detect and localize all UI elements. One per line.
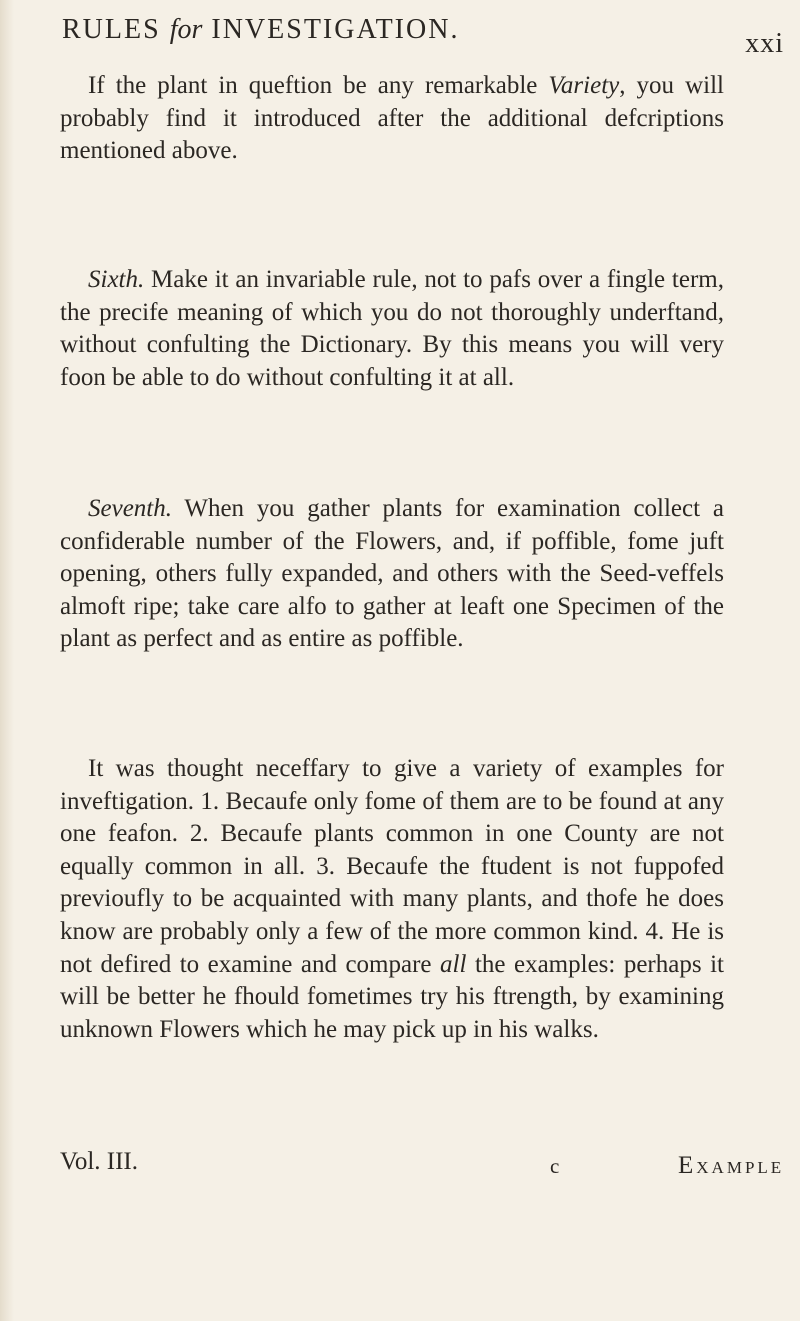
running-title-pre: RULES	[62, 14, 170, 45]
paragraph-variety: If the plant in queftion be any remarkable Variety, you will probably find it introduced after the additional defcriptions mentioned above.	[60, 72, 724, 165]
running-title-for: for	[169, 14, 203, 45]
paragraph-sixth-rule: Sixth. Make it an invariable rule, not to pafs over a fingle term, the precife meaning of which you do not thoroughly underftand, without confulting the Dictionary. By this means you will very foon be able to do without confulting it at all.	[60, 266, 724, 391]
signature-mark: c	[550, 1154, 560, 1178]
rule-label-seventh: Seventh.	[88, 495, 172, 522]
catchword: EXAMPLE	[678, 1152, 785, 1179]
paragraph-seventh-rule: Seventh. When you gather plants for examination collect a confiderable number of the Flowers, and, if poffible, fome juft opening, others fully expanded, and others with the Seed-veffels almoft ripe; take care alfo to gather at leaft one Specimen of the plant as perfect and as entire as poffible.	[60, 495, 724, 653]
rule-label-sixth: Sixth.	[88, 266, 145, 293]
page-edge-shadow	[0, 0, 14, 1321]
paragraph-examples-note: It was thought neceffary to give a variety of examples for inveftigation. 1. Becaufe only fome of them are to be found at any one feafon. 2. Becaufe plants common in one County are not equally common in all. 3. Becaufe the ftudent is not fuppofed previoufly to be acquainted with many plants, and thofe he does know are probably only a few of the more common kind. 4. He is not defired to examine and compare all the examples: perhaps it will be better he fhould fometimes try his ftrength, by examining unknown Flowers which he may pick up in his walks.	[60, 755, 724, 1043]
running-title	[62, 14, 459, 46]
volume-marker: Vol. III.	[60, 1148, 139, 1175]
running-title-post: INVESTIGATION.	[202, 14, 460, 45]
running-head	[62, 14, 790, 58]
page-number: xxi	[745, 28, 784, 59]
